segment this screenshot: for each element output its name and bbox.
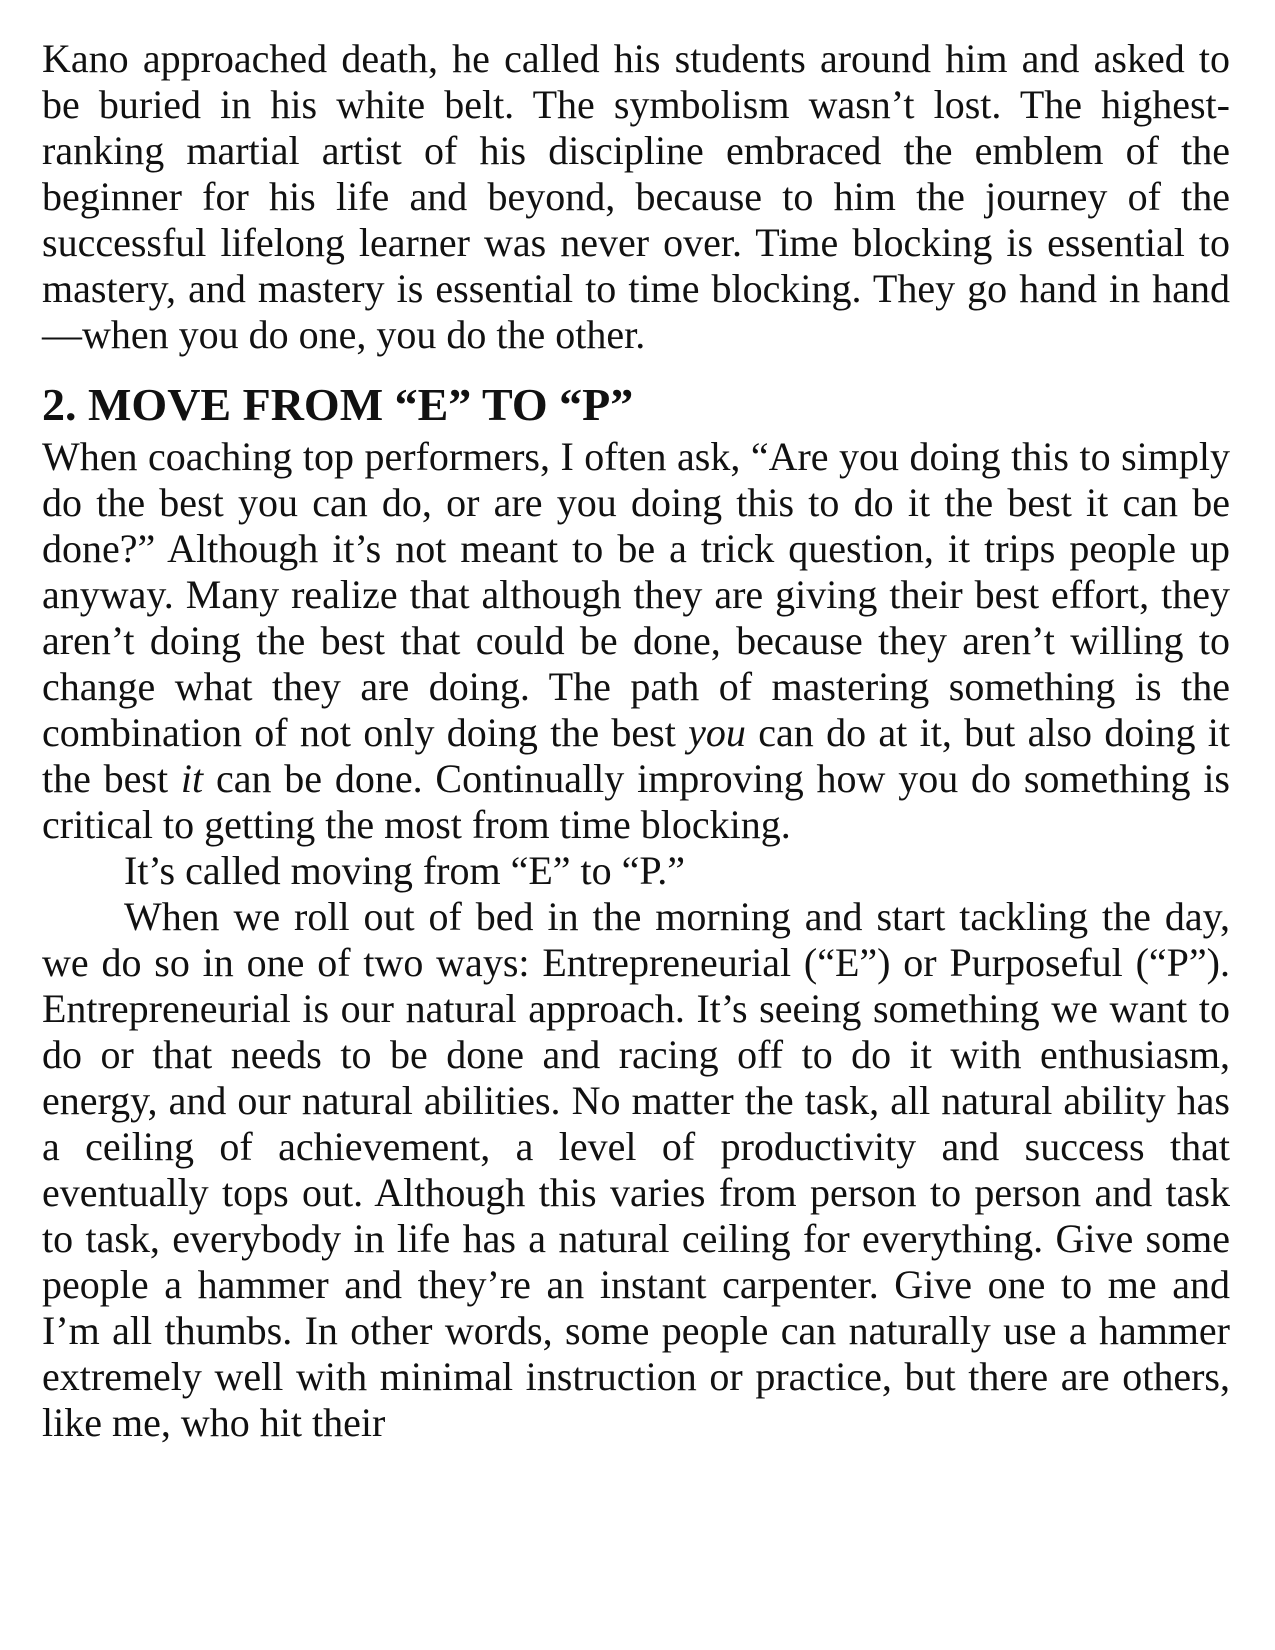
paragraph-text-part: can do at it, but also doing it the best [42, 710, 1230, 801]
paragraph-coaching-top-performers [42, 434, 1230, 848]
paragraph-text-part: can be done. Continually improving how you do something is critical to getting the most from time blocking. [42, 756, 1230, 847]
emphasis-it: it [180, 756, 204, 801]
emphasis-you: you [688, 710, 746, 755]
document-page [42, 36, 1230, 1446]
paragraph-kano-white-belt: Kano approached death, he called his students around him and asked to be buried in his white belt. The symbolism wasn’t lost. The highest-ranking martial artist of his discipline embraced the emblem of the beginner for his life and beyond, because to him the journey of the successful lifelong learner was never over. Time blocking is essential to mastery, and mastery is essential to time blocking. They go hand in hand—when you do one, you do the other. [42, 36, 1230, 357]
section-heading: 2. MOVE FROM “E” TO “P” [42, 379, 634, 430]
paragraph-text-part: When coaching top performers, I often ask, “Are you doing this to simply do the best you can do, or are you doing this to do it the best it can be done?” Although it’s not meant to be a trick question, it trips people up anyway. Many realize that although they are giving their best effort, they aren’t doing the best that could be done, because they aren’t willing to change what they are doing. The path of mastering something is the combination of not only doing the best [42, 434, 1230, 755]
paragraph-e-to-p: It’s called moving from “E” to “P.” [124, 848, 685, 893]
paragraph-entrepreneurial-purposeful: When we roll out of bed in the morning and start tackling the day, we do so in one of two ways: Entrepreneurial (“E”) or Purposeful (“P”). Entrepreneurial is our natural approach. It’s seeing something we want to do or that needs to be done and racing off to do it with enthusiasm, energy, and our natural abilities. No matter the task, all natural ability has a ceiling of achievement, a level of productivity and success that eventually tops out. Although this varies from person to person and task to task, everybody in life has a natural ceiling for everything. Give some people a hammer and they’re an instant carpenter. Give one to me and I’m all thumbs. In other words, some people can naturally use a hammer extremely well with minimal instruction or practice, but there are others, like me, who hit their [42, 894, 1230, 1445]
